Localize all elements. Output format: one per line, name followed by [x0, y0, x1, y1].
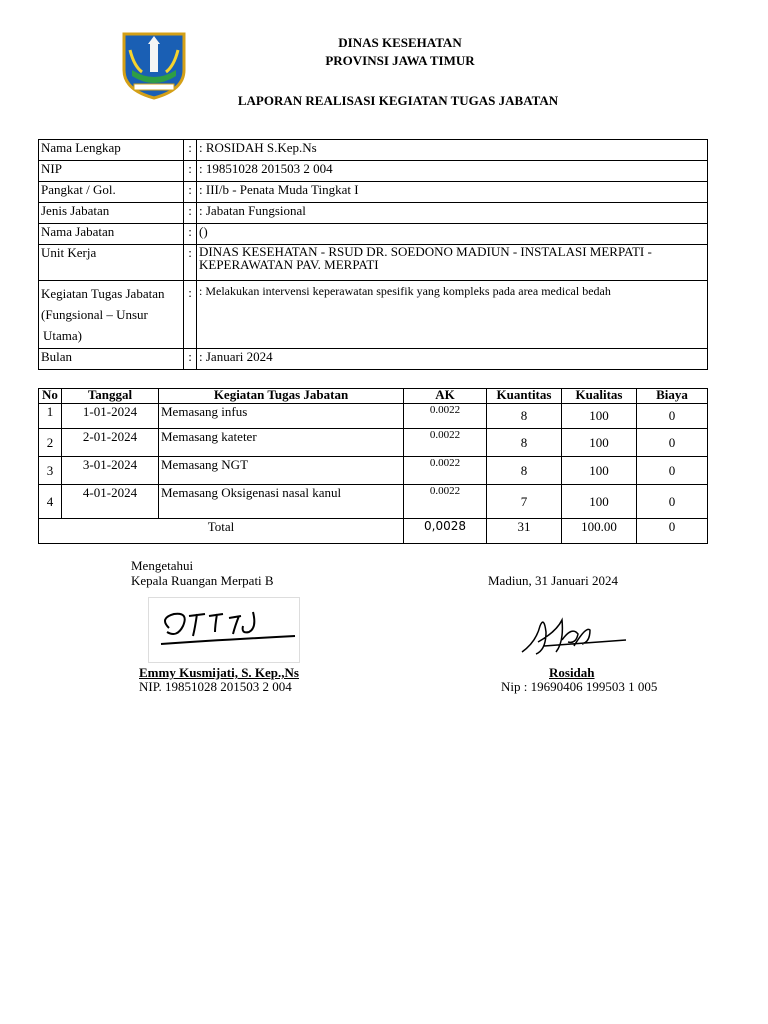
row-biaya: 0: [637, 457, 708, 485]
value-jenis-jabatan: : Jabatan Fungsional: [197, 203, 708, 224]
identity-row-pangkat: [39, 182, 708, 203]
row-tanggal: 1-01-2024: [62, 404, 159, 429]
colon: :: [184, 161, 197, 182]
row-no: 4: [39, 485, 62, 519]
identity-row-bulan: [39, 349, 708, 370]
label-bulan: Bulan: [39, 349, 184, 370]
value-kegiatan: : Melakukan intervensi keperawatan spesifik yang kompleks pada area medical bedah: [197, 281, 708, 349]
colon: :: [184, 245, 197, 281]
table-row: [39, 485, 708, 519]
row-ak: 0.0022: [404, 457, 487, 485]
header-biaya: Biaya: [637, 389, 708, 404]
colon: :: [184, 224, 197, 245]
identity-table: [38, 139, 708, 370]
total-ak: 0,0028: [404, 519, 487, 544]
colon: :: [184, 281, 197, 349]
header-ak: AK: [404, 389, 487, 404]
row-no: 2: [39, 429, 62, 457]
identity-row-jenis-jabatan: [39, 203, 708, 224]
row-kualitas: 100: [562, 404, 637, 429]
row-no: 3: [39, 457, 62, 485]
label-nip: NIP: [39, 161, 184, 182]
row-tanggal: 3-01-2024: [62, 457, 159, 485]
left-signature-image: [148, 597, 300, 663]
value-unit-kerja: DINAS KESEHATAN - RSUD DR. SOEDONO MADIUN - INSTALASI MERPATI - KEPERAWATAN PAV. MERPATI: [197, 245, 708, 281]
label-jenis-jabatan: Jenis Jabatan: [39, 203, 184, 224]
value-pangkat: : III/b - Penata Muda Tingkat I: [197, 182, 708, 203]
activities-table: [38, 388, 708, 544]
header-tanggal: Tanggal: [62, 389, 159, 404]
identity-row-unit-kerja: [39, 245, 708, 281]
total-label: Total: [39, 519, 404, 544]
label-nama-jabatan: Nama Jabatan: [39, 224, 184, 245]
row-kegiatan: Memasang kateter: [159, 429, 404, 457]
label-pangkat: Pangkat / Gol.: [39, 182, 184, 203]
row-tanggal: 2-01-2024: [62, 429, 159, 457]
total-kuantitas: 31: [487, 519, 562, 544]
row-kegiatan: Memasang infus: [159, 404, 404, 429]
label-kegiatan-line3: Utama): [43, 328, 82, 343]
row-kegiatan: Memasang Oksigenasi nasal kanul: [159, 485, 404, 519]
row-kuantitas: 7: [487, 485, 562, 519]
value-nip: : 19851028 201503 2 004: [197, 161, 708, 182]
agency-name: DINAS KESEHATAN: [338, 35, 462, 50]
label-kegiatan-line2: (Fungsional – Unsur: [41, 307, 148, 322]
table-row: [39, 429, 708, 457]
row-kuantitas: 8: [487, 404, 562, 429]
row-ak: 0.0022: [404, 404, 487, 429]
province-name: PROVINSI JAWA TIMUR: [325, 53, 475, 68]
row-kegiatan: Memasang NGT: [159, 457, 404, 485]
header-kualitas: Kualitas: [562, 389, 637, 404]
total-kualitas: 100.00: [562, 519, 637, 544]
label-kegiatan-line1: Kegiatan Tugas Jabatan: [41, 286, 165, 301]
colon: :: [184, 182, 197, 203]
identity-row-kegiatan: [39, 281, 708, 349]
row-kualitas: 100: [562, 457, 637, 485]
row-kuantitas: 8: [487, 429, 562, 457]
total-row: [39, 519, 708, 544]
row-kuantitas: 8: [487, 457, 562, 485]
value-nama-jabatan: (): [197, 224, 708, 245]
report-title: LAPORAN REALISASI KEGIATAN TUGAS JABATAN: [237, 93, 559, 108]
header-kuantitas: Kuantitas: [487, 389, 562, 404]
row-kualitas: 100: [562, 485, 637, 519]
value-nama-lengkap: : ROSIDAH S.Kep.Ns: [197, 140, 708, 161]
row-ak: 0.0022: [404, 429, 487, 457]
table-row: [39, 457, 708, 485]
table-row: [39, 404, 708, 429]
header-no: No: [39, 389, 62, 404]
row-biaya: 0: [637, 404, 708, 429]
signature-scribble-left: [149, 598, 299, 662]
row-biaya: 0: [637, 485, 708, 519]
right-signature-image: [516, 612, 632, 664]
label-nama-lengkap: Nama Lengkap: [39, 140, 184, 161]
activities-header-row: [39, 389, 708, 404]
head-nip: NIP. 19851028 201503 2 004: [139, 679, 292, 694]
head-title: Kepala Ruangan Merpati B: [131, 573, 274, 588]
label-kegiatan: [39, 281, 184, 349]
row-kualitas: 100: [562, 429, 637, 457]
colon: :: [184, 349, 197, 370]
header-kegiatan: Kegiatan Tugas Jabatan: [159, 389, 404, 404]
total-biaya: 0: [637, 519, 708, 544]
colon: :: [184, 140, 197, 161]
colon: :: [184, 203, 197, 224]
employee-nip: Nip : 19690406 199503 1 005: [501, 679, 658, 694]
identity-row-nip: [39, 161, 708, 182]
row-tanggal: 4-01-2024: [62, 485, 159, 519]
row-no: 1: [39, 404, 62, 429]
identity-row-name: [39, 140, 708, 161]
label-unit-kerja: Unit Kerja: [39, 245, 184, 281]
value-bulan: : Januari 2024: [197, 349, 708, 370]
employee-name: Rosidah: [549, 665, 595, 680]
row-biaya: 0: [637, 429, 708, 457]
row-ak: 0.0022: [404, 485, 487, 519]
place-date: Madiun, 31 Januari 2024: [488, 573, 618, 588]
identity-row-nama-jabatan: [39, 224, 708, 245]
head-name: Emmy Kusmijati, S. Kep.,Ns: [139, 665, 299, 680]
acknowledge-label: Mengetahui: [131, 558, 194, 573]
